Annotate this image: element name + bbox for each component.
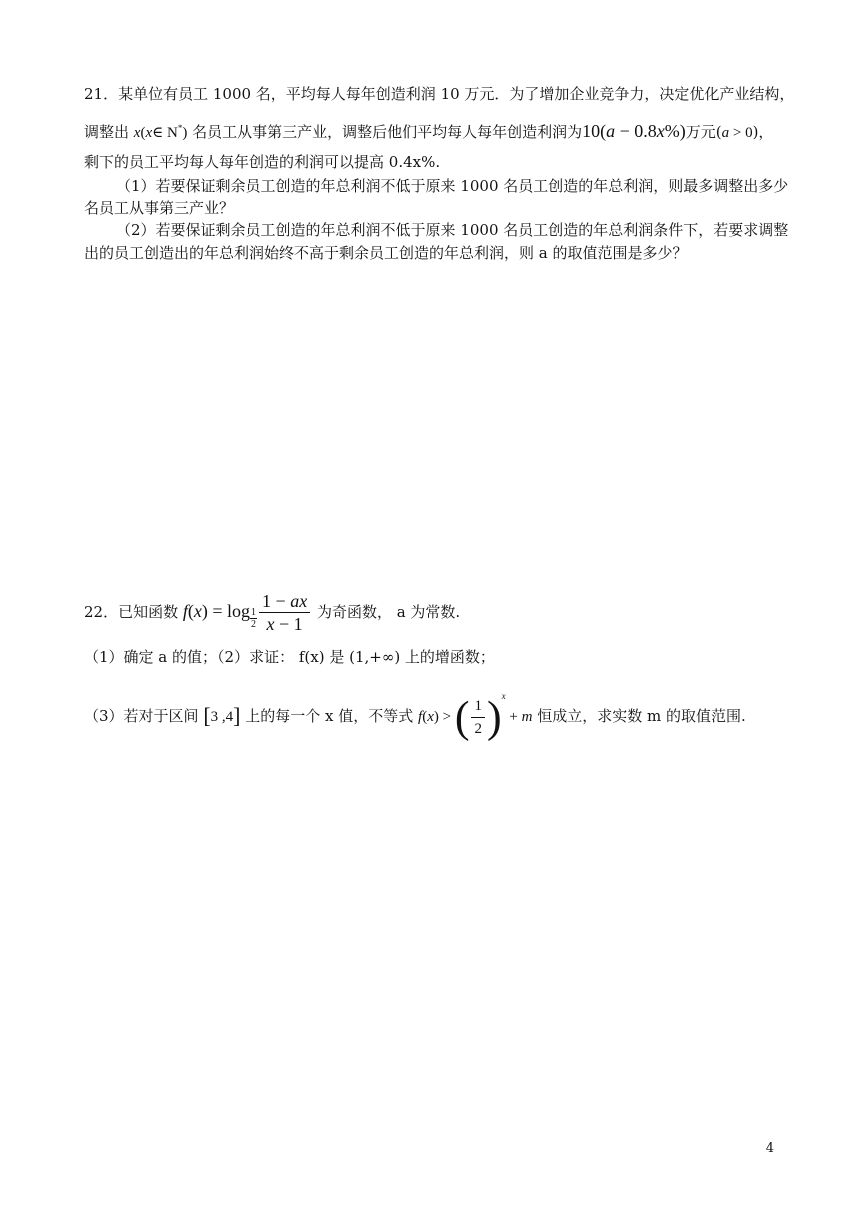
q21-part2-line1 xyxy=(116,220,788,240)
q22-log-argument: $\frac{1 - ax}{x - 1}$ xyxy=(259,590,310,635)
q22-intro xyxy=(84,588,460,635)
q21-line2 xyxy=(84,118,773,143)
q21-line2-end: )， xyxy=(752,123,774,141)
q21-line3-text: 剩下的员工平均每人每年创造的利润可以提高 0.4x%. xyxy=(84,153,441,171)
q22-intro-tail: 为奇函数， a 为常数. xyxy=(312,603,461,621)
q22-inequality: f(x) > ( $\frac{1}{2}$ )$^x$ + m xyxy=(418,691,533,742)
q21-a-positive: a > 0 xyxy=(721,125,753,141)
q21-line1 xyxy=(84,84,794,104)
q21-profit-formula: 10(a − 0.8x%) xyxy=(582,121,686,141)
q22-part3-mid: 上的每一个 x 值，不等式 xyxy=(240,707,419,725)
q21-part2-text2: 出的员工创造出的年总利润始终不高于剩余员工创造的年总利润，则 a 的取值范围是多少？ xyxy=(84,244,688,262)
q21-line2-unit: 万元( xyxy=(685,123,722,141)
q21-line2-mid: 名员工从事第三产业，调整后他们平均每人每年创造利润为 xyxy=(187,123,583,141)
q22-part1-2-text: （1）确定 a 的值；（2）求证： f(x) 是 (1,+∞) 上的增函数； xyxy=(84,648,495,666)
page-number: 4 xyxy=(765,1141,774,1156)
q21-part2-line2 xyxy=(84,243,687,263)
q21-part1-line2 xyxy=(84,198,234,218)
q22-part1-2 xyxy=(84,647,495,667)
q21-line2-prefix: 调整出 xyxy=(84,123,134,141)
q21-x-in-n: x(x∈ N*) xyxy=(133,123,188,141)
q22-part3-end: 恒成立，求实数 m 的取值范围. xyxy=(532,707,746,725)
q22-function-formula: f(x) = log $\frac{1}{2}$ $\frac{1 - ax}{x - 1}$ xyxy=(183,601,312,621)
q22-interval: [3 ,4] xyxy=(203,703,241,728)
q21-line3 xyxy=(84,152,440,172)
q21-part2-text1: （2）若要保证剩余员工创造的年总利润不低于原来 1000 名员工创造的年总利润条件下，若要求调整 xyxy=(116,221,789,239)
q21-part1-line1 xyxy=(116,176,788,196)
q22-intro-text: 22．已知函数 xyxy=(84,603,183,621)
q22-log-base: $\frac{1}{2}$ xyxy=(251,607,257,630)
q21-part1-text1: （1）若要保证剩余员工创造的年总利润不低于原来 1000 名员工创造的年总利润，则最多调整出多少 xyxy=(116,177,789,195)
q22-part3-prefix: （3）若对于区间 xyxy=(84,707,204,725)
q21-part1-text2: 名员工从事第三产业？ xyxy=(84,199,235,217)
q22-part3 xyxy=(84,672,746,741)
q21-line1-text: 21．某单位有员工 1000 名，平均每人每年创造利润 10 万元．为了增加企业竞争力，决定优化产业结构， xyxy=(84,85,795,103)
